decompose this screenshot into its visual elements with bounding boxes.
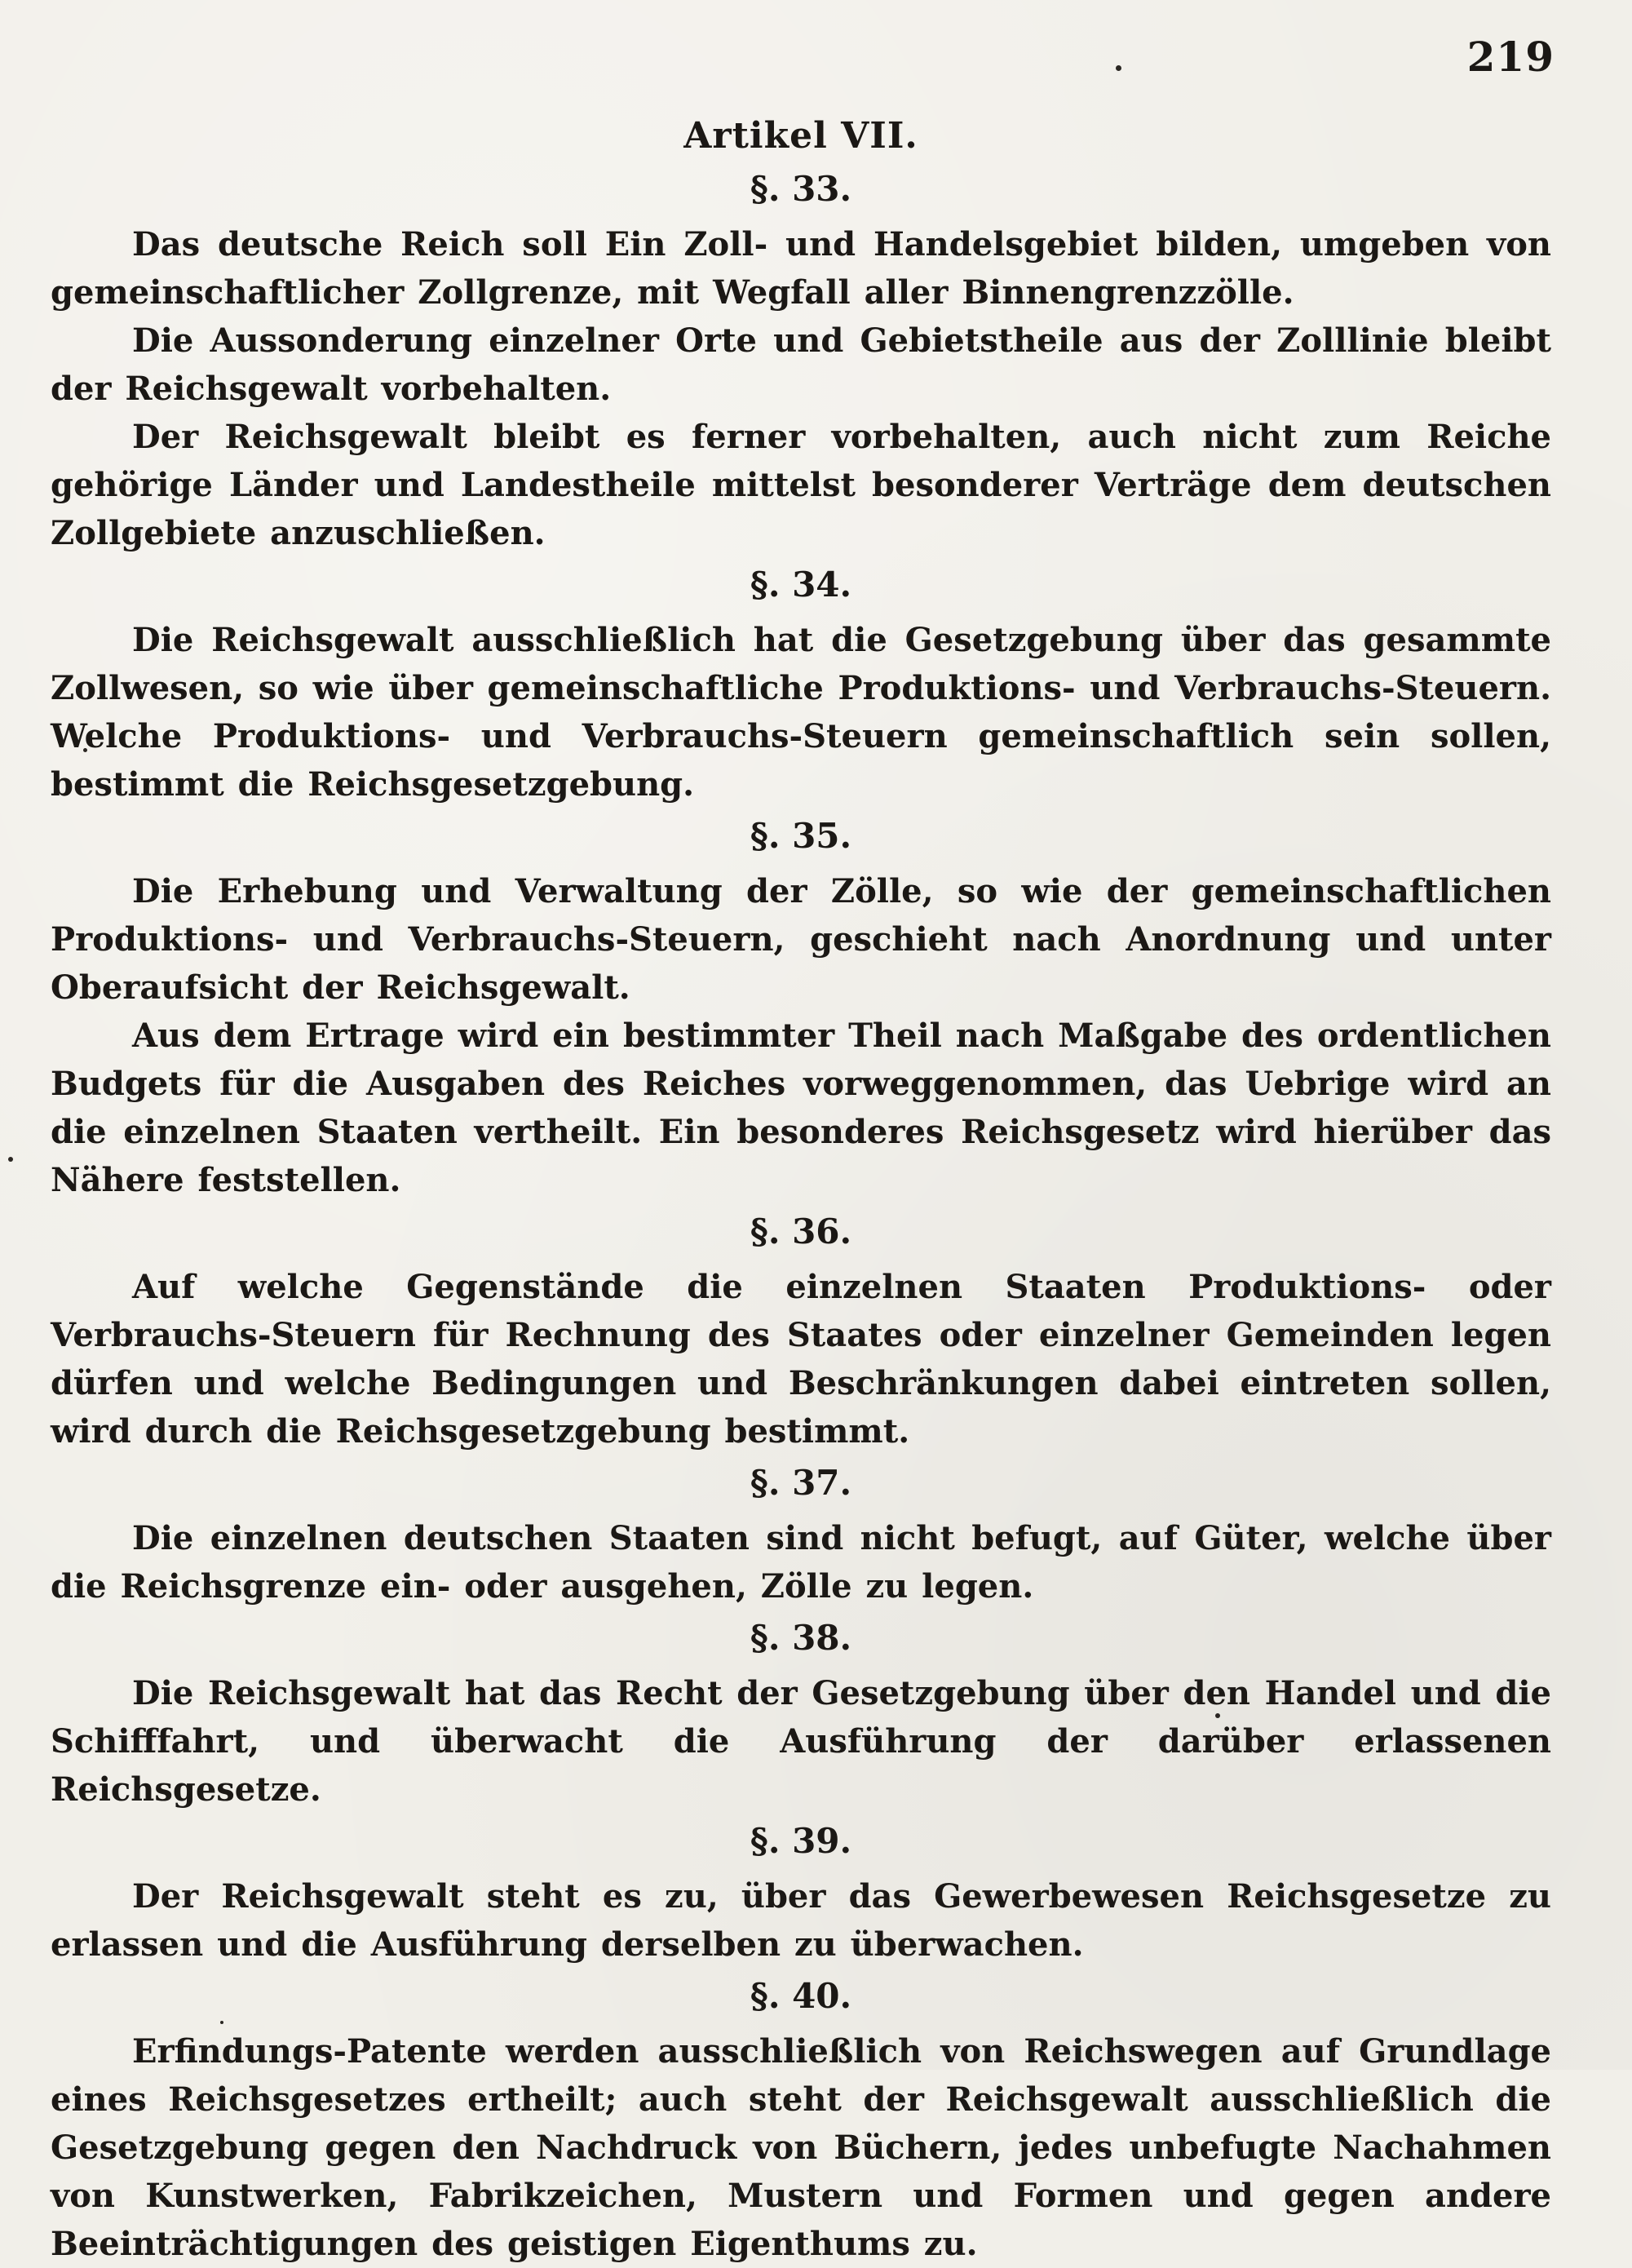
section-heading: §. 38. (750, 1618, 852, 1658)
paragraph: Der Reichsgewalt bleibt es ferner vorbehalten, auch nicht zum Reiche gehörige Länder und Landestheile mittelst besonderer Verträge dem deutschen Zollgebiete anzuschließen. (51, 418, 1551, 552)
print-speck (1116, 65, 1121, 71)
section-heading: §. 37. (750, 1463, 852, 1503)
paragraph: Erfindungs-Patente werden ausschließlich von Reichswegen auf Grundlage eines Reichsgesetzes ertheilt; auch steht der Reichsgewalt ausschließlich die Gesetzgebung gegen den Nachdruck von Büchern, jedes unbefugte Nachahmen von Kunstwerken, Fabrikzeichen, Mustern und Formen und gegen andere Beeinträchtigungen des geistigen Eigenthums zu. (51, 2032, 1551, 2263)
paragraph: Die einzelnen deutschen Staaten sind nicht befugt, auf Güter, welche über die Reichsgrenze ein- oder ausgehen, Zölle zu legen. (51, 1519, 1551, 1606)
section-37 (51, 1460, 1551, 1610)
print-speck (8, 1157, 13, 1162)
paragraph: Der Reichsgewalt steht es zu, über das Gewerbewesen Reichsgesetze zu erlassen und die Ausführung derselben zu überwachen. (51, 1877, 1551, 1964)
article-title: Artikel VII. (683, 115, 918, 157)
section-heading: §. 40. (750, 1976, 852, 2016)
section-38 (51, 1615, 1551, 1814)
section-heading: §. 35. (750, 816, 852, 856)
paragraph: Die Reichsgewalt ausschließlich hat die Gesetzgebung über das gesammte Zollwesen, so wie über gemeinschaftliche Produktions- und Verbrauchs-Steuern. Welche Produktions- und Verbrauchs-Steuern gemeinschaftlich sein sollen, bestimmt die Reichsgesetzgebung. (51, 621, 1551, 804)
section-heading: §. 34. (750, 565, 852, 605)
page-number: 219 (1466, 33, 1555, 81)
section-heading: §. 39. (750, 1821, 852, 1861)
paragraph: Die Reichsgewalt hat das Recht der Gesetzgebung über den Handel und die Schifffahrt, und überwacht die Ausführung der darüber erlassenen Reichsgesetze. (51, 1674, 1551, 1809)
section-heading: §. 33. (750, 169, 852, 209)
section-40 (51, 1973, 1551, 2268)
section-39 (51, 1818, 1551, 1969)
paragraph: Aus dem Ertrage wird ein bestimmter Theil nach Maßgabe des ordentlichen Budgets für die Ausgaben des Reiches vorweggenommen, das Uebrige wird an die einzelnen Staaten vertheilt. Ein besonderes Reichsgesetz wird hierüber das Nähere feststellen. (51, 1017, 1551, 1199)
article-body (51, 114, 1551, 2268)
paragraph: Das deutsche Reich soll Ein Zoll- und Handelsgebiet bilden, umgeben von gemeinschaftlicher Zollgrenze, mit Wegfall aller Binnengrenzzölle. (51, 225, 1551, 312)
section-35 (51, 813, 1551, 1204)
section-36 (51, 1209, 1551, 1455)
section-34 (51, 562, 1551, 808)
section-heading: §. 36. (750, 1212, 852, 1251)
paragraph: Die Erhebung und Verwaltung der Zölle, so wie der gemeinschaftlichen Produktions- und Verbrauchs-Steuern, geschieht nach Anordnung und unter Oberaufsicht der Reichsgewalt. (51, 872, 1551, 1007)
paragraph: Auf welche Gegenstände die einzelnen Staaten Produktions- oder Verbrauchs-Steuern für Rechnung des Staates oder einzelner Gemeinden legen dürfen und welche Bedingungen und Beschränkungen dabei eintreten sollen, wird durch die Reichsgesetzgebung bestimmt. (51, 1268, 1551, 1451)
section-33 (51, 166, 1551, 557)
paragraph: Die Aussonderung einzelner Orte und Gebietstheile aus der Zolllinie bleibt der Reichsgewalt vorbehalten. (51, 321, 1551, 408)
